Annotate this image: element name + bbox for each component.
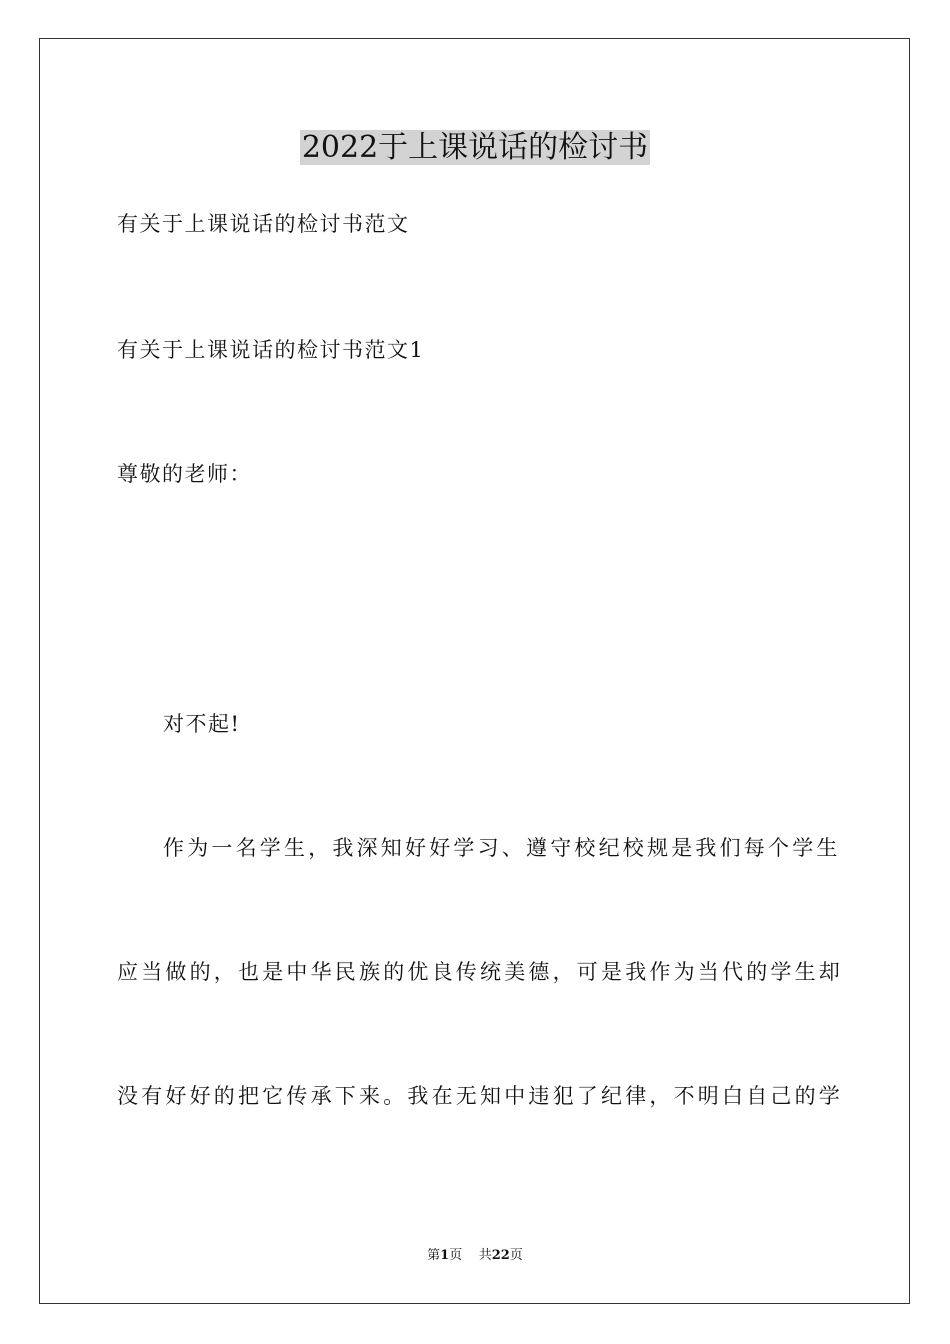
page-footer — [0, 1247, 950, 1265]
doc-subheading: 有关于上课说话的检讨书范文1 — [117, 338, 425, 362]
total-prefix: 共 — [478, 1248, 492, 1263]
doc-heading: 有关于上课说话的检讨书范文 — [117, 212, 410, 236]
page-prefix: 第 — [427, 1248, 441, 1263]
page-number: 1 — [440, 1248, 450, 1263]
total-suffix: 页 — [509, 1248, 523, 1263]
apology-line: 对不起! — [163, 712, 241, 736]
paragraph-line-3: 没有好好的把它传承下来。我在无知中违犯了纪律，不明白自己的学 — [117, 1084, 843, 1108]
paragraph-line-1: 作为一名学生，我深知好好学习、遵守校纪校规是我们每个学生 — [163, 836, 841, 860]
page-suffix: 页 — [449, 1248, 463, 1263]
document-title-text: 2022于上课说话的检讨书 — [301, 130, 649, 165]
document-title — [0, 128, 950, 168]
salutation: 尊敬的老师： — [117, 462, 252, 486]
paragraph-line-2: 应当做的，也是中华民族的优良传统美德，可是我作为当代的学生却 — [117, 960, 843, 984]
total-pages: 22 — [491, 1248, 510, 1263]
